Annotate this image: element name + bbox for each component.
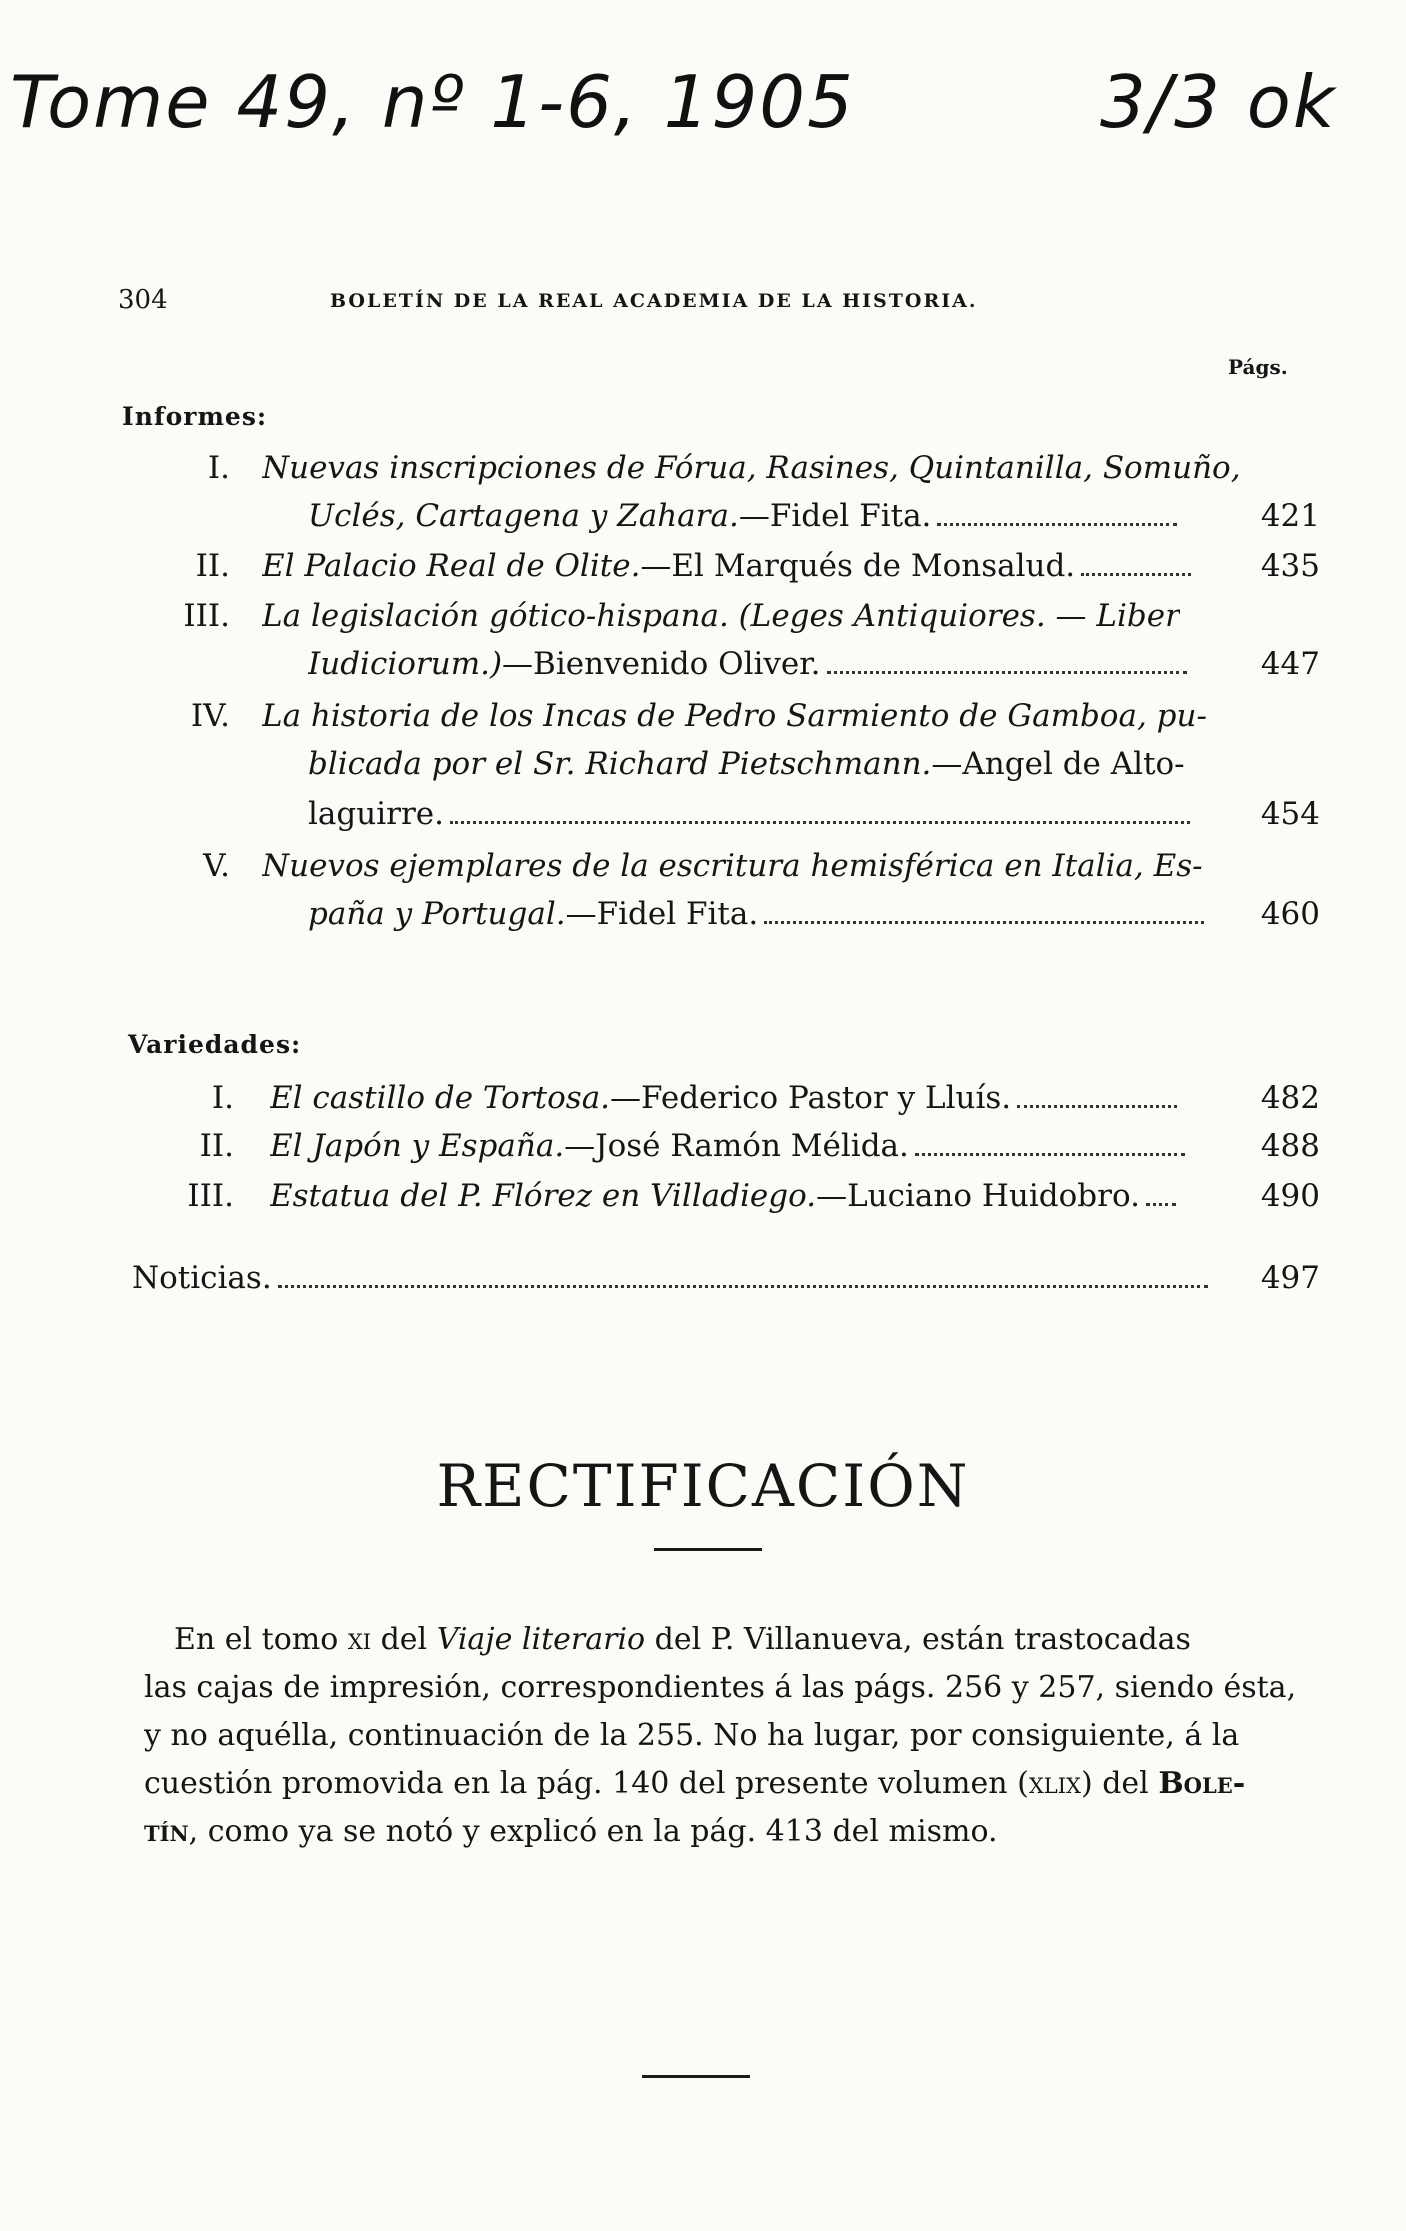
toc-entry-page: 435 <box>1260 548 1320 584</box>
toc-entry-page: 454 <box>1260 796 1320 832</box>
toc-entry-title: Nuevas inscripciones de Fórua, Rasines, Quintanilla, Somuño, <box>262 450 1241 486</box>
toc-entry-title: El castillo de Tortosa. <box>270 1080 611 1116</box>
toc-entry-number: II. <box>195 548 230 584</box>
paragraph-line <box>144 1766 1245 1801</box>
toc-entry-number: II. <box>199 1128 234 1164</box>
toc-entry-page: 490 <box>1260 1178 1320 1214</box>
toc-entry-author: laguirre. <box>308 796 444 832</box>
text-run: tín <box>144 1814 189 1849</box>
dot-leader <box>937 513 1177 526</box>
toc-entry-title: El Palacio Real de Olite. <box>262 548 641 584</box>
dot-leader <box>1146 1193 1176 1206</box>
paragraph-line: las cajas de impresión, correspondientes á las págs. 256 y 257, siendo ésta, <box>144 1670 1297 1705</box>
text-run: Bole- <box>1158 1766 1246 1801</box>
toc-entry-title: La historia de los Incas de Pedro Sarmiento de Gamboa, pu- <box>262 698 1207 734</box>
toc-entry-page: 482 <box>1260 1080 1320 1116</box>
text-run: xi <box>347 1622 372 1657</box>
toc-entry-title: Nuevos ejemplares de la escritura hemisférica en Italia, Es- <box>262 848 1203 884</box>
dot-leader <box>827 661 1187 674</box>
toc-entry-title: El Japón y España. <box>270 1128 565 1164</box>
toc-entry-author: —Angel de Alto- <box>931 746 1185 782</box>
dot-leader <box>278 1275 1208 1288</box>
toc-entry-author: —Bienvenido Oliver. <box>502 646 821 682</box>
toc-entry-author: —El Marqués de Monsalud. <box>640 548 1076 584</box>
text-run: cuestión promovida en la pág. 140 del presente volumen ( <box>144 1766 1029 1801</box>
page-number: 304 <box>118 285 168 315</box>
toc-entry-number: III. <box>187 1178 234 1214</box>
toc-entry-number: III. <box>183 598 230 634</box>
toc-entry-title: Estatua del P. Flórez en Villadiego. <box>270 1178 817 1214</box>
text-run: En el tomo <box>174 1622 348 1657</box>
section-title: RECTIFICACIÓN <box>436 1452 970 1520</box>
pags-label: Págs. <box>1228 355 1288 379</box>
running-title: BOLETÍN DE LA REAL ACADEMIA DE LA HISTORIA. <box>330 290 978 312</box>
toc-entry-title: paña y Portugal. <box>308 896 566 932</box>
handwritten-annotation-right: 3/3 ok <box>1100 60 1337 144</box>
toc-entry-author: —Fidel Fita. <box>738 498 932 534</box>
toc-entry-page: 421 <box>1260 498 1320 534</box>
dot-leader <box>1017 1095 1177 1108</box>
paragraph-line: y no aquélla, continuación de la 255. No ha lugar, por consiguiente, á la <box>144 1718 1240 1753</box>
toc-entry-title: Uclés, Cartagena y Zahara. <box>308 498 739 534</box>
toc-entry-title: blicada por el Sr. Richard Pietschmann. <box>308 746 932 782</box>
toc-entry-title: La legislación gótico-hispana. (Leges Antiquiores. — Liber <box>262 598 1180 634</box>
text-run: del <box>371 1622 437 1657</box>
paragraph-line <box>144 1814 998 1849</box>
dot-leader <box>1081 563 1191 576</box>
end-rule <box>642 2075 750 2078</box>
toc-entry-number: I. <box>207 450 230 486</box>
toc-entry-title: Noticias. <box>132 1260 272 1296</box>
toc-entry-page: 497 <box>1260 1260 1320 1296</box>
variedades-heading: Variedades: <box>128 1030 302 1059</box>
toc-entry-number: I. <box>211 1080 234 1116</box>
paragraph-line <box>174 1622 1191 1657</box>
dot-leader <box>915 1143 1185 1156</box>
dot-leader <box>764 911 1204 924</box>
dot-leader <box>450 811 1190 824</box>
toc-entry-author: —Federico Pastor y Lluís. <box>610 1080 1012 1116</box>
text-run: xlix <box>1028 1766 1081 1801</box>
toc-entry-author: —José Ramón Mélida. <box>564 1128 909 1164</box>
toc-entry-page: 447 <box>1260 646 1320 682</box>
toc-entry-page: 488 <box>1260 1128 1320 1164</box>
toc-entry-page: 460 <box>1260 896 1320 932</box>
toc-entry-author: —Luciano Huidobro. <box>816 1178 1140 1214</box>
toc-entry-number: IV. <box>190 698 230 734</box>
text-run: , como ya se notó y explicó en la pág. 413 del mismo. <box>188 1814 998 1849</box>
toc-entry-author: —Fidel Fita. <box>565 896 759 932</box>
text-run: ) del <box>1080 1766 1159 1801</box>
toc-entry-title: Iudiciorum.) <box>308 646 503 682</box>
informes-heading: Informes: <box>122 402 268 431</box>
title-rule <box>654 1548 762 1551</box>
book-title: Viaje literario <box>436 1622 646 1657</box>
text-run: del P. Villanueva, están trastocadas <box>645 1622 1191 1657</box>
toc-entry-number: V. <box>203 848 230 884</box>
handwritten-annotation-left: Tome 49, nº 1-6, 1905 <box>10 60 855 144</box>
